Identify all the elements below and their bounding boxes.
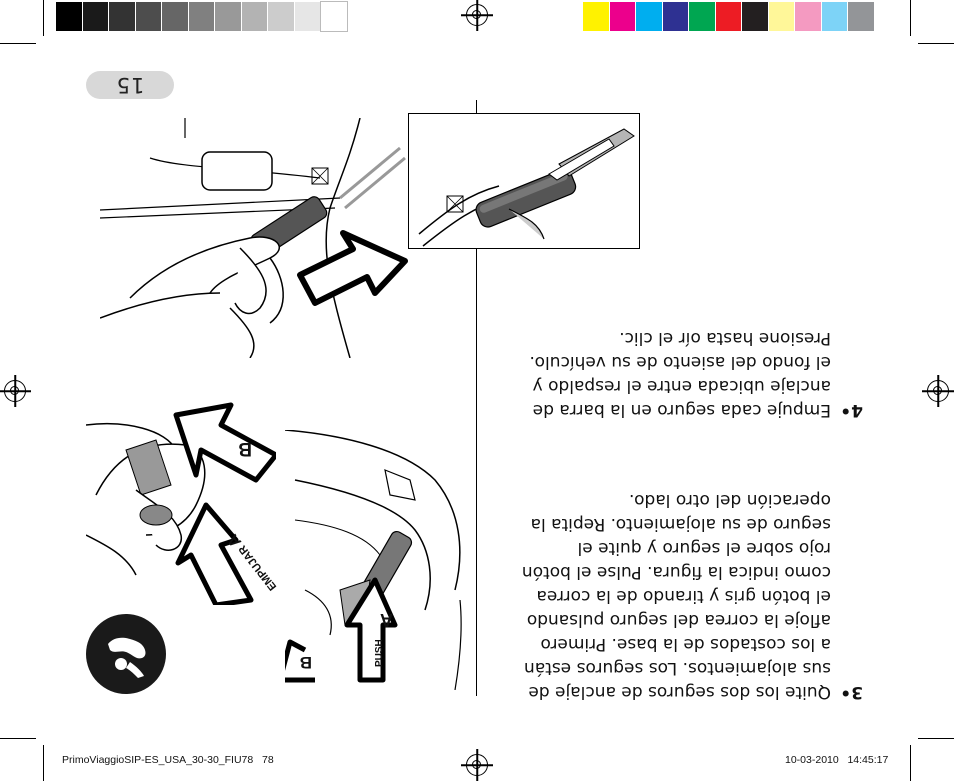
arrow-label-a: A	[380, 610, 393, 630]
color-swatch	[162, 2, 188, 31]
text-line: Empuje cada seguro en la barra de	[532, 400, 831, 420]
text-line: Presione hasta oír el clic.	[619, 328, 831, 348]
registration-mark-icon	[927, 380, 949, 402]
latch-inset-illustration	[408, 113, 640, 249]
color-swatch	[663, 2, 689, 31]
text-line: operación del otro lado.	[628, 490, 831, 510]
step-3-paragraph	[498, 488, 831, 704]
step-4-text	[498, 318, 863, 422]
color-swatch	[822, 2, 848, 31]
text-line: Quite los dos seguros de anclaje de	[528, 682, 831, 702]
color-swatch	[109, 2, 135, 31]
text-line: como indica la figura. Pulse el botón	[521, 562, 831, 582]
color-swatch	[215, 2, 241, 31]
text-line: rojo sobre el seguro y quite el	[577, 538, 831, 558]
push-latch-illustration	[100, 118, 410, 358]
registration-mark-icon	[466, 4, 488, 26]
color-swatch	[56, 2, 82, 31]
registration-mark-icon	[466, 754, 488, 776]
color-swatch	[636, 2, 662, 31]
arrow-label-empujar: EMPUJAR A	[224, 530, 280, 593]
step-3-number: 3•	[840, 682, 863, 702]
step-4-number: 4•	[840, 400, 863, 420]
color-swatch	[769, 2, 795, 31]
footer-file-info: PrimoViaggioSIP-ES_USA_30-30_FIU78 78	[62, 754, 274, 766]
color-swatch	[689, 2, 715, 31]
step-3-text	[498, 482, 863, 704]
crop-mark	[43, 0, 44, 36]
text-line: afloje la correa del seguro pulsando	[526, 610, 831, 630]
arrow-label-push: PUSH	[374, 639, 385, 667]
color-swatch	[321, 2, 347, 31]
crop-mark	[0, 43, 36, 44]
color-swatch	[189, 2, 215, 31]
color-swatch	[583, 2, 609, 31]
color-swatch	[268, 2, 294, 31]
crop-mark	[918, 738, 954, 739]
step-4-paragraph	[498, 326, 831, 422]
registration-mark-icon	[4, 380, 26, 402]
text-line: el fondo del asiento de su vehículo.	[529, 352, 831, 372]
text-line: el botón gris y tirando de la correa	[536, 586, 831, 606]
seat-base-illustration	[285, 430, 470, 690]
text-line: seguro de su alojamiento. Repita la	[530, 514, 831, 534]
color-swatch	[716, 2, 742, 31]
color-swatch	[795, 2, 821, 31]
color-swatch	[83, 2, 109, 31]
page-number: 15	[115, 73, 145, 97]
crop-mark	[910, 0, 911, 36]
text-line: a los costados de la base. Primero	[540, 634, 831, 654]
child-seat-symbol-icon	[86, 614, 166, 694]
arrow-label-b: B	[238, 438, 252, 459]
color-swatch	[610, 2, 636, 31]
crop-mark	[43, 745, 44, 781]
footer-timestamp: 10-03-2010 14:45:17	[785, 754, 889, 766]
color-swatch	[136, 2, 162, 31]
color-swatch	[242, 2, 268, 31]
crop-mark	[918, 43, 954, 44]
text-line: anclaje ubicada entre el respaldo y	[532, 376, 831, 396]
color-swatch	[742, 2, 768, 31]
color-swatch	[295, 2, 321, 31]
arrow-label-b-2: B	[299, 653, 312, 672]
release-latch-illustration	[86, 395, 280, 605]
page-number-tab	[86, 71, 174, 99]
color-swatch	[848, 2, 874, 31]
crop-mark	[0, 738, 36, 739]
text-line: sus alojamientos. Los seguros están	[524, 658, 831, 678]
crop-mark	[910, 745, 911, 781]
